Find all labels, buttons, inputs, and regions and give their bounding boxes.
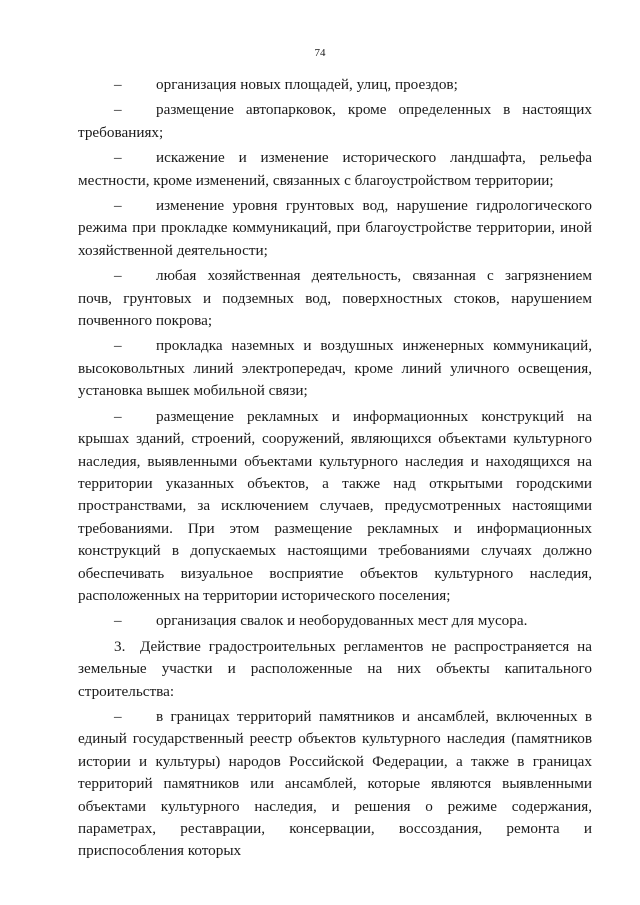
list-item-text: организация свалок и необорудованных мест для мусора. (156, 612, 528, 630)
list-item (78, 99, 592, 144)
list-item-text: прокладка наземных и воздушных инженерных коммуникаций, высоковольтных линий электропередач, кроме линий уличного освещения, установка вышек мобильной связи; (78, 337, 592, 400)
list-item-text: любая хозяйственная деятельность, связанная с загрязнением почв, грунтовых и подземных вод, поверхностных стоков, нарушением почвенного покрова; (78, 267, 592, 330)
list-item-text: организация новых площадей, улиц, проездов; (156, 76, 458, 93)
page-number: 74 (314, 47, 326, 59)
list-item-text: в границах территорий памятников и ансамблей, включенных в единый государственный реестр объектов культурного наследия (памятников истории и культуры) народов Российской Федерации, а также в границах территорий памятников или ансамблей, которые являются выявленными объектами культурного наследия, и решения о режиме содержания, параметрах, реставрации, консервации, воссоздания, ремонта и приспособления которых (78, 707, 592, 860)
dash-marker: – (114, 76, 122, 93)
dash-marker: – (114, 149, 122, 167)
dash-marker: – (114, 197, 122, 215)
list-item (78, 147, 592, 192)
list-item-text: изменение уровня грунтовых вод, нарушение гидрологического режима при прокладке коммуникаций, при благоустройстве территории, иной хозяйственной деятельности; (78, 197, 592, 259)
list-item-text: размещение рекламных и информационных конструкций на крышах зданий, строений, сооружений, являющихся объектами культурного наследия, выявленными объектами культурного наследия и находящихся на территории указанных объектов, а также над открытыми городскими пространствами, за исключением случаев, предусмотренных настоящими требованиями. При этом размещение рекламных и информационных конструкций в допускаемых настоящими требованиями случаях должно обеспечивать визуальное восприятие объектов культурного наследия, расположенных на территории исторического поселения; (78, 407, 592, 604)
list-item-text: размещение автопарковок, кроме определенных в настоящих требованиях; (78, 101, 592, 141)
section-text: Действие градостроительных регламентов не распространяется на земельные участки и расположенные на них объекты капитального строительства: (78, 637, 592, 700)
dash-marker: – (114, 407, 122, 425)
dash-marker: – (114, 337, 122, 355)
dash-marker: – (114, 707, 122, 725)
list-item (78, 74, 592, 96)
list-item-text: искажение и изменение исторического ландшафта, рельефа местности, кроме изменений, связанных с благоустройством территории; (78, 149, 592, 189)
list-item (78, 335, 592, 402)
dash-marker: – (114, 101, 122, 119)
list-item (78, 265, 592, 332)
list-item (78, 706, 592, 863)
section-paragraph (78, 636, 592, 703)
list-item (78, 406, 592, 608)
dash-marker: – (114, 612, 122, 630)
list-item (78, 610, 592, 632)
dash-marker: – (114, 267, 122, 285)
section-number: 3. (114, 637, 126, 655)
document-body (78, 74, 592, 866)
list-item (78, 195, 592, 262)
